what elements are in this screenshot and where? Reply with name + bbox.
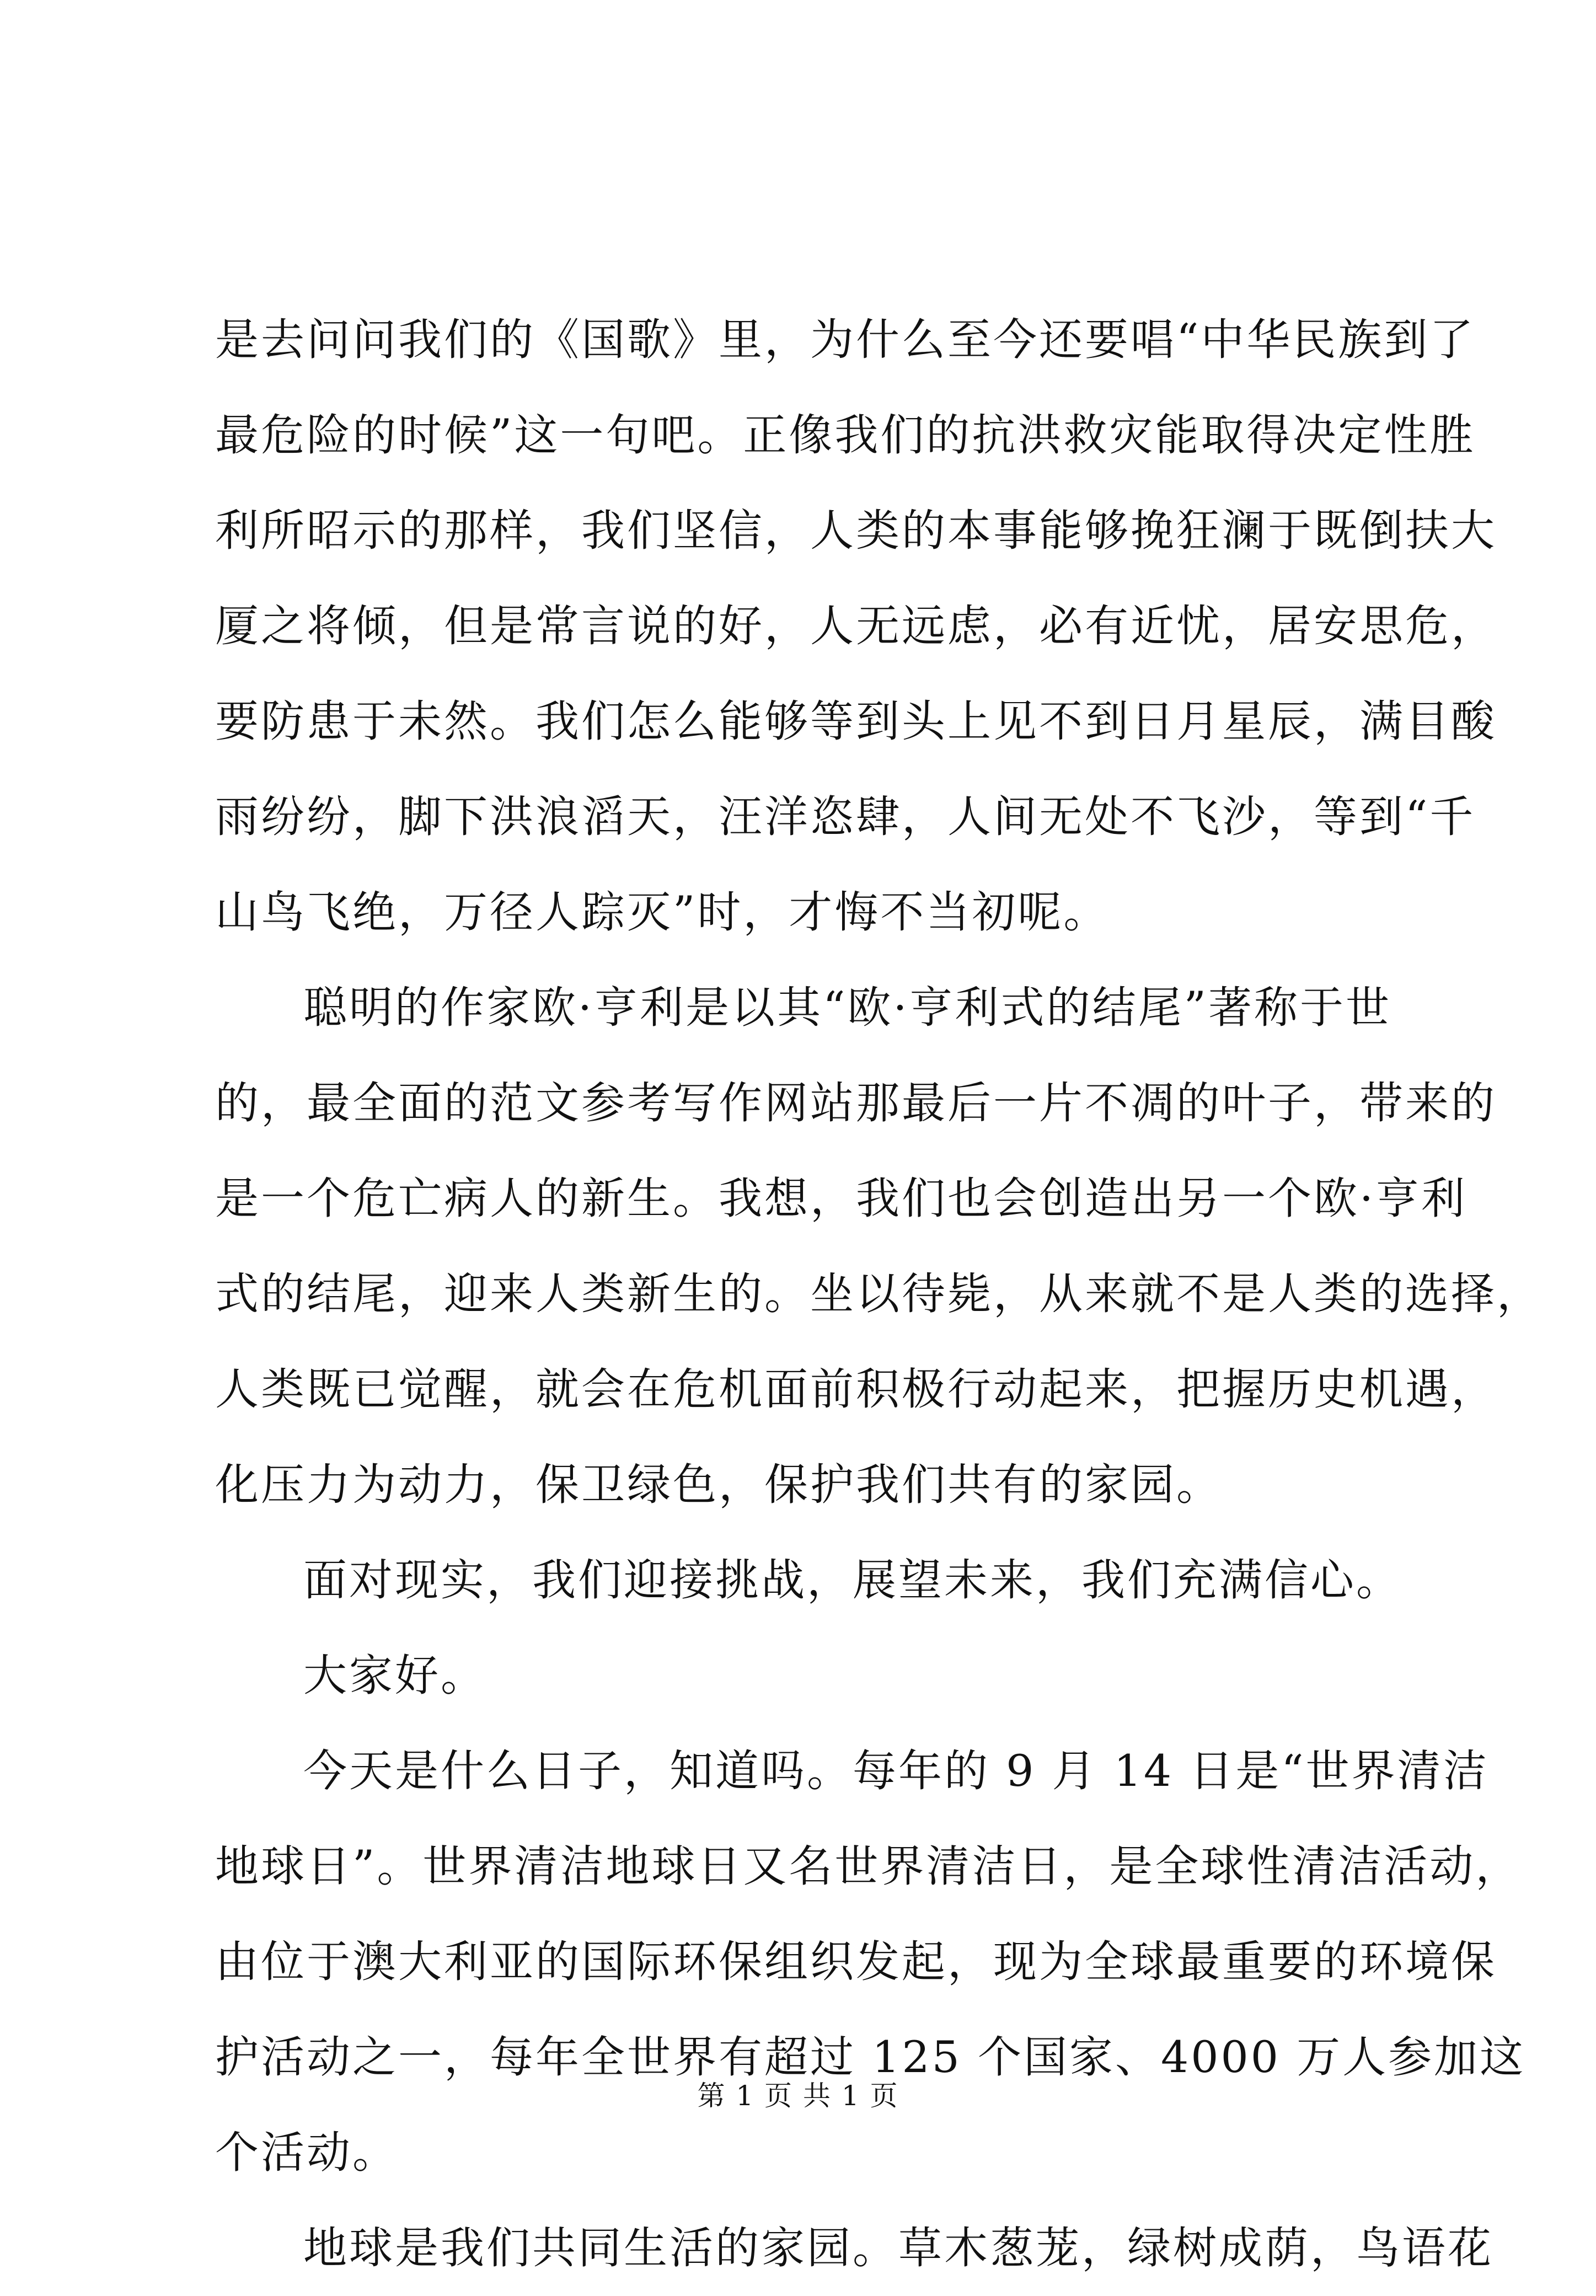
text-line: 雨纷纷，脚下洪浪滔天，汪洋恣肆，人间无处不飞沙，等到“千 (215, 791, 1476, 842)
text-line: 人类既已觉醒，就会在危机面前积极行动起来，把握历史机遇， (215, 1364, 1497, 1415)
text-line: 要防患于未然。我们怎么能够等到头上见不到日月星辰，满目酸 (215, 696, 1497, 747)
paragraph-start-line: 面对现实，我们迎接挑战，展望未来，我们充满信心。 (303, 1555, 1402, 1605)
text-line: 地球日”。世界清洁地球日又名世界清洁日，是全球性清洁活动， (215, 1841, 1522, 1892)
text-line: 是一个危亡病人的新生。我想，我们也会创造出另一个欧·亨利 (215, 1173, 1468, 1224)
text-line: 是去问问我们的《国歌》里，为什么至今还要唱“中华民族到了 (215, 314, 1476, 365)
paragraph-start-line: 大家好。 (303, 1650, 486, 1701)
text-line: 的，最全面的范文参考写作网站那最后一片不凋的叶子，带来的 (215, 1078, 1497, 1128)
paragraph-start-line: 地球是我们共同生活的家园。草木葱茏，绿树成荫，鸟语花 (303, 2223, 1493, 2273)
page-footer: 第 1 页 共 1 页 (697, 2080, 899, 2112)
document-body (215, 292, 1543, 2296)
text-line: 化压力为动力，保卫绿色，保护我们共有的家园。 (215, 1459, 1222, 1510)
text-line: 由位于澳大利亚的国际环保组织发起，现为全球最重要的环境保 (215, 1936, 1497, 1987)
text-line: 最危险的时候”这一句吧。正像我们的抗洪救灾能取得决定性胜 (215, 410, 1476, 461)
text-line: 个活动。 (215, 2127, 398, 2178)
text-line: 山鸟飞绝，万径人踪灭”时，才悔不当初呢。 (215, 887, 1110, 938)
text-line: 护活动之一，每年全世界有超过 125 个国家、4000 万人参加这 (215, 2032, 1526, 2083)
text-line: 利所昭示的那样，我们坚信，人类的本事能够挽狂澜于既倒扶大 (215, 505, 1497, 556)
text-line: 厦之将倾，但是常言说的好，人无远虑，必有近忧，居安思危， (215, 601, 1497, 651)
paragraph-start-line: 今天是什么日子，知道吗。每年的 9 月 14 日是“世界清洁 (303, 1746, 1489, 1796)
paragraph-start-line: 聪明的作家欧·亨利是以其“欧·亨利式的结尾”著称于世 (303, 982, 1391, 1033)
text-line: 式的结尾，迎来人类新生的。坐以待毙，从来就不是人类的选择， (215, 1269, 1543, 1319)
